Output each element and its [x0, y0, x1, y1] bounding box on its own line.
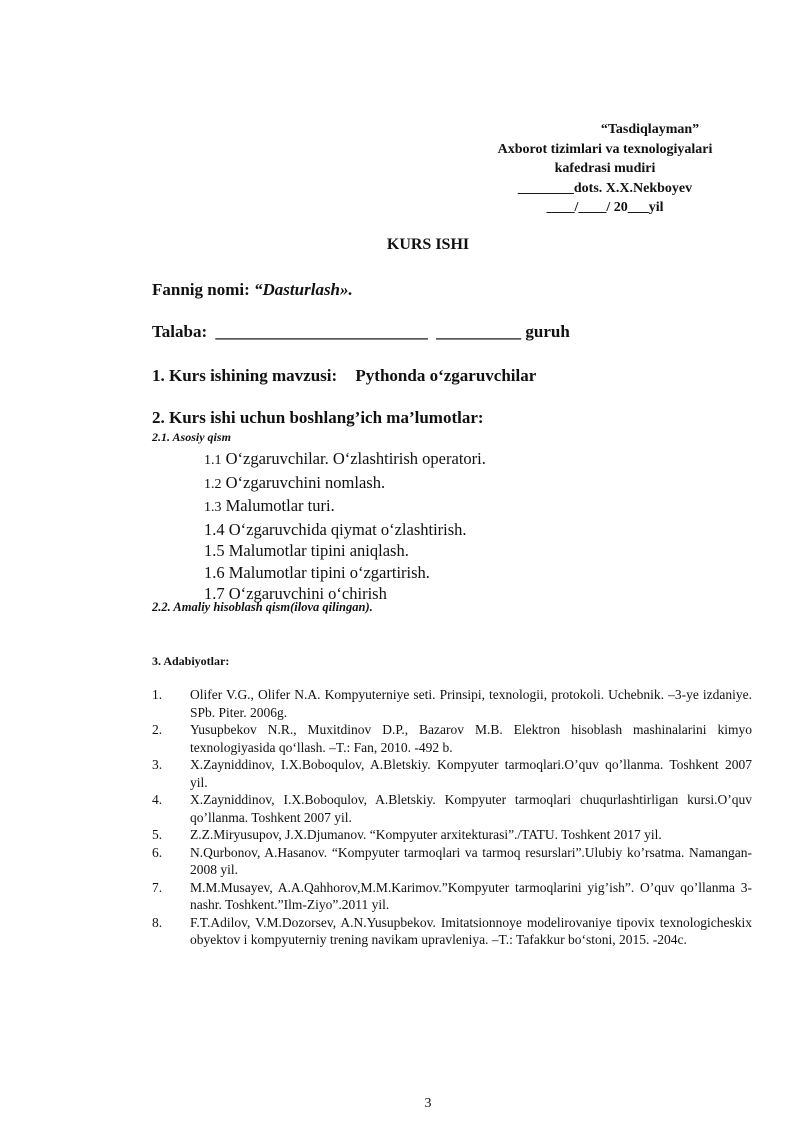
- initial-data-heading: 2. Kurs ishi uchun boshlang’ich ma’lumotlar:: [152, 408, 484, 427]
- group-label: guruh: [525, 322, 570, 341]
- reference-number: 8.: [152, 914, 163, 930]
- list-item: [204, 495, 486, 519]
- list-item-text: O‘zgaruvchini nomlash.: [221, 472, 386, 492]
- group-blank: __________: [436, 322, 522, 341]
- list-item-text: O‘zgaruvchini o‘chirish: [224, 584, 387, 603]
- reference-item: [152, 686, 752, 721]
- reference-text: Z.Z.Miryusupov, J.X.Djumanov. “Kompyuter arxitekturasi”./TATU. Toshkent 2017 yil.: [190, 827, 662, 842]
- reference-text: N.Qurbonov, A.Hasanov. “Kompyuter tarmoqlari va tarmoq resurslari”.Ulubiy ko’rsatma. Namangan-2008 yil.: [190, 844, 752, 877]
- main-part-label: 2.1. Asosiy qism: [152, 430, 231, 444]
- reference-item: [152, 791, 752, 826]
- topic-line: [152, 366, 536, 386]
- reference-item: [152, 914, 752, 949]
- approval-line-2: Axborot tizimlari va texnologiyalari: [497, 141, 713, 157]
- reference-item: [152, 844, 752, 879]
- list-item-number: 1.7: [204, 584, 225, 603]
- approval-line-5: ____/____/ 20___yil: [546, 200, 664, 215]
- references-list: [152, 686, 752, 949]
- list-item-number: 1.4: [204, 519, 225, 539]
- list-item: [204, 448, 486, 472]
- reference-text: X.Zayniddinov, I.X.Boboqulov, A.Bletskiy. Kompyuter tarmoqlari.O’quv qo’llanma. Toshkent 2007 yil.: [190, 757, 752, 790]
- list-item-text: Malumotlar tipini aniqlash.: [224, 541, 409, 560]
- reference-text: F.T.Adilov, V.M.Dozorsev, A.N.Yusupbekov. Imitatsionnoye modelirovaniye tipovix texnologicheskix obyektov i kompyuterniy trening navikam upravleniya. –T.: Tafakkur bo‘stoni, 2015. -204c.: [190, 914, 752, 947]
- reference-text: Olifer V.G., Olifer N.A. Kompyuterniye seti. Prinsipi, texnologii, protokoli. Uchebnik. –3-ye izdaniye. SPb. Piter. 2006g.: [190, 687, 752, 720]
- list-item-number: 1.2: [204, 476, 222, 492]
- list-item-text: Malumotlar turi.: [221, 496, 335, 515]
- topic-value: Pythonda o‘zgaruvchilar: [355, 366, 537, 385]
- topic-label: 1. Kurs ishining mavzusi:: [152, 366, 338, 385]
- list-item-text: O‘zgaruvchilar. O‘zlashtirish operatori.: [221, 449, 486, 468]
- reference-item: [152, 721, 752, 756]
- list-item-number: 1.6: [204, 562, 225, 582]
- reference-text: X.Zayniddinov, I.X.Boboqulov, A.Bletskiy. Kompyuter tarmoqlari chuqurlashtirligan kursi.O’quv qo’llanma. Toshkent 2007 yil.: [190, 792, 752, 825]
- subject-value: “Dasturlash».: [254, 280, 353, 299]
- reference-item: [152, 826, 752, 844]
- student-line: [152, 322, 570, 342]
- approval-block: [440, 120, 770, 218]
- reference-text: Yusupbekov N.R., Muxitdinov D.P., Bazarov M.B. Elektron hisoblash mashinalarini kimyo texnologiyasida qo‘llash. –T.: Fan, 2010. -492 b.: [190, 722, 752, 755]
- reference-number: 2.: [152, 722, 163, 737]
- student-name-blank: _________________________: [215, 322, 428, 341]
- document-title: KURS ISHI: [386, 236, 470, 253]
- list-item-number: 1.5: [204, 541, 225, 560]
- list-item-text: Malumotlar tipini o‘zgartirish.: [224, 562, 430, 582]
- subject-label: Fannig nomi:: [152, 280, 255, 299]
- practical-part-label: 2.2. Amaliy hisoblash qism(ilova qilingan).: [152, 600, 373, 614]
- student-label: Talaba:: [152, 322, 208, 341]
- list-item-text: O‘zgaruvchida qiymat o‘zlashtirish.: [224, 519, 467, 539]
- subject-line: [152, 280, 353, 300]
- reference-number: 1.: [152, 687, 163, 702]
- approval-line-4: ________dots. X.X.Nekboyev: [517, 180, 693, 196]
- main-part-list: [204, 448, 486, 605]
- reference-number: 6.: [152, 844, 163, 860]
- list-item: [204, 540, 486, 562]
- references-heading: 3. Adabiyotlar:: [152, 654, 230, 668]
- list-item-number: 1.1: [204, 453, 222, 468]
- list-item: [204, 562, 486, 584]
- reference-number: 3.: [152, 757, 163, 772]
- reference-text: M.M.Musayev, A.A.Qahhorov,M.M.Karimov.”Kompyuter tarmoqlarini yig’ish”. O’quv qo’llanma 3-nashr. Toshkent.”Ilm-Ziyo”.2011 yil.: [190, 879, 752, 912]
- reference-item: [152, 879, 752, 914]
- reference-number: 4.: [152, 792, 163, 807]
- approval-line-1: “Tasdiqlayman”: [600, 122, 700, 137]
- list-item: [204, 472, 486, 496]
- list-item-number: 1.3: [204, 500, 222, 515]
- list-item: [204, 519, 486, 541]
- reference-number: 5.: [152, 827, 163, 842]
- reference-number: 7.: [152, 879, 163, 895]
- approval-line-3: kafedrasi mudiri: [554, 161, 656, 176]
- page-number: 3: [424, 1096, 432, 1111]
- reference-item: [152, 756, 752, 791]
